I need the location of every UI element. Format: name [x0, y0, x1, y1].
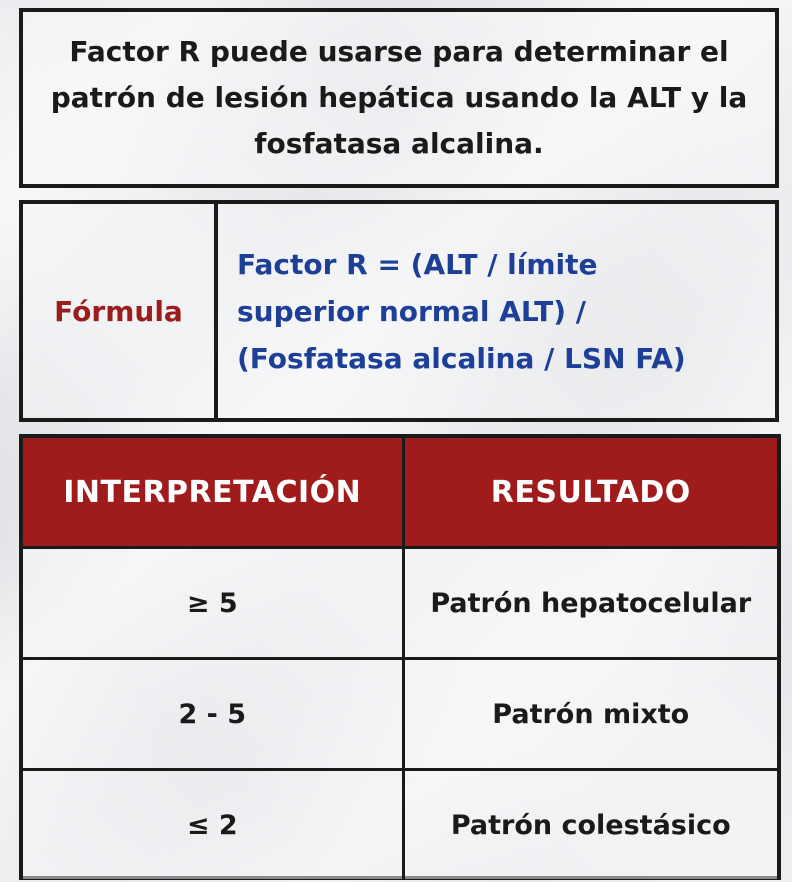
table-row — [23, 770, 777, 880]
table-cell-result: Patrón colestásico — [403, 770, 777, 880]
table-cell-range: ≤ 2 — [23, 770, 403, 880]
table-row — [23, 548, 777, 659]
formula-line: Factor R = (ALT / límite — [237, 247, 598, 281]
table-header-row — [23, 438, 777, 548]
intro-text: Factor R puede usarse para determinar el patrón de lesión hepática usando la ALT y la fosfatasa alcalina. — [50, 35, 748, 160]
table-cell-result: Patrón hepatocelular — [403, 548, 777, 659]
formula-label: Fórmula — [54, 294, 183, 328]
formula-box — [19, 200, 779, 422]
formula-divider — [214, 204, 218, 418]
table-cell-result: Patrón mixto — [403, 659, 777, 770]
intro-box — [19, 8, 779, 188]
header-resultado: RESULTADO — [403, 438, 777, 548]
formula-line: superior normal ALT) / — [237, 294, 586, 328]
interpretation-table — [19, 434, 781, 880]
table-cell-range: ≥ 5 — [23, 548, 403, 659]
header-interpretacion: INTERPRETACIÓN — [23, 438, 403, 548]
formula-line: (Fosfatasa alcalina / LSN FA) — [237, 341, 686, 375]
table-row — [23, 659, 777, 770]
formula-expression — [237, 204, 767, 418]
table-cell-range: 2 - 5 — [23, 659, 403, 770]
